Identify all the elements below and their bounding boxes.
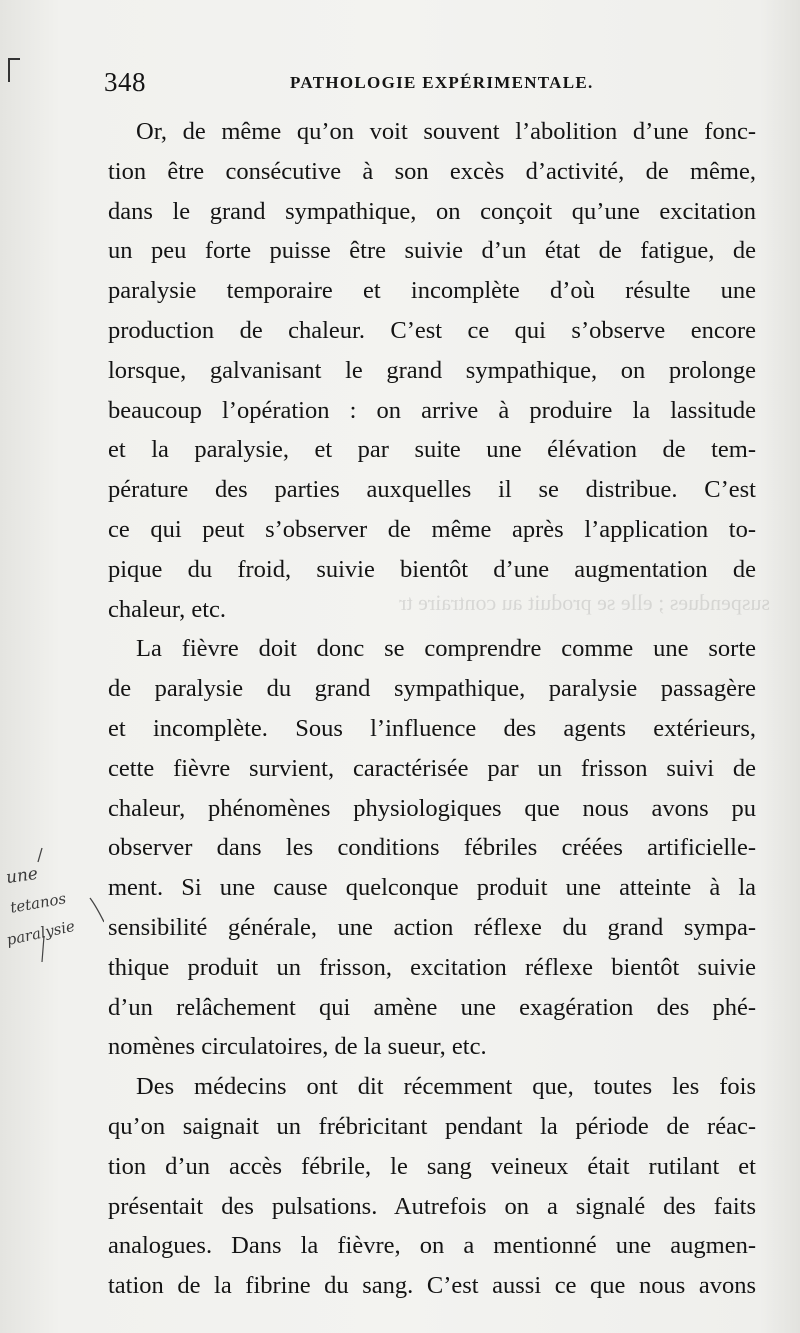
text-line: chaleur, etc. (108, 595, 227, 623)
text-line: pique du froid, suivie bientôt d’une augmentation de (108, 555, 756, 583)
text-line: tation de la fibrine du sang. C’est aussi ce que nous avons (108, 1272, 756, 1300)
text-line: pérature des parties auxquelles il se distribue. C’est (108, 476, 756, 504)
page-body-text (108, 112, 756, 1306)
text-line: sensibilité générale, une action réflexe du grand sympa- (108, 913, 756, 941)
text-line: dans le grand sympathique, on conçoit qu’une excitation (108, 197, 756, 225)
page-number: 348 (104, 67, 146, 97)
text-line: thique produit un frisson, excitation réflexe bientôt suivie (108, 953, 756, 981)
text-line: beaucoup l’opération : on arrive à produire la lassitude (108, 396, 756, 424)
text-line: un peu forte puisse être suivie d’un état de fatigue, de (108, 237, 756, 265)
text-line: production de chaleur. C’est ce qui s’observe encore (108, 316, 756, 344)
text-line: qu’on saignait un frébricitant pendant la période de réac- (108, 1112, 756, 1140)
text-line: ment. Si une cause quelconque produit une atteinte à la (108, 874, 756, 902)
text-line: analogues. Dans la fièvre, on a mentionné une augmen- (108, 1232, 756, 1260)
text-line: présentait des pulsations. Autrefois on a signalé des faits (108, 1192, 756, 1220)
margin-note-paralysie: paralysie (4, 916, 77, 950)
text-line: et incomplète. Sous l’influence des agents extérieurs, (108, 714, 756, 742)
text-line: ce qui peut s’observer de même après l’application to- (108, 515, 756, 543)
text-line: observer dans les conditions fébriles créées artificielle- (108, 834, 756, 862)
text-line: lorsque, galvanisant le grand sympathique, on prolonge (108, 356, 756, 384)
text-line: d’un relâchement qui amène une exagération des phé- (108, 993, 756, 1021)
page-header (104, 62, 604, 102)
text-line: tion d’un accès fébrile, le sang veineux était rutilant et (108, 1152, 756, 1180)
text-line: La fièvre doit donc se comprendre comme une sorte (136, 635, 756, 663)
text-line: tion être consécutive à son excès d’activité, de même, (108, 157, 756, 185)
scan-corner-mark (8, 58, 20, 82)
text-line: nomènes circulatoires, de la sueur, etc. (108, 1033, 487, 1061)
text-line: paralysie temporaire et incomplète d’où résulte une (108, 277, 756, 305)
handwritten-marginalia (4, 840, 104, 960)
text-line: de paralysie du grand sympathique, paralysie passagère (108, 675, 756, 703)
running-title: PATHOLOGIE EXPÉRIMENTALE. (290, 73, 594, 92)
bleed-through-text: suspendues ; elle se produit au contraire tr (399, 590, 770, 615)
margin-note-une: une (4, 863, 40, 889)
text-line: cette fièvre survient, caractérisée par un frisson suivi de (108, 754, 756, 782)
text-line: et la paralysie, et par suite une élévation de tem- (108, 436, 756, 464)
margin-note-tetanos: tetanos (8, 889, 68, 917)
text-line: Or, de même qu’on voit souvent l’abolition d’une fonc- (136, 118, 756, 145)
text-line: Des médecins ont dit récemment que, toutes les fois (136, 1073, 756, 1101)
text-line: chaleur, phénomènes physiologiques que nous avons pu (108, 794, 756, 822)
